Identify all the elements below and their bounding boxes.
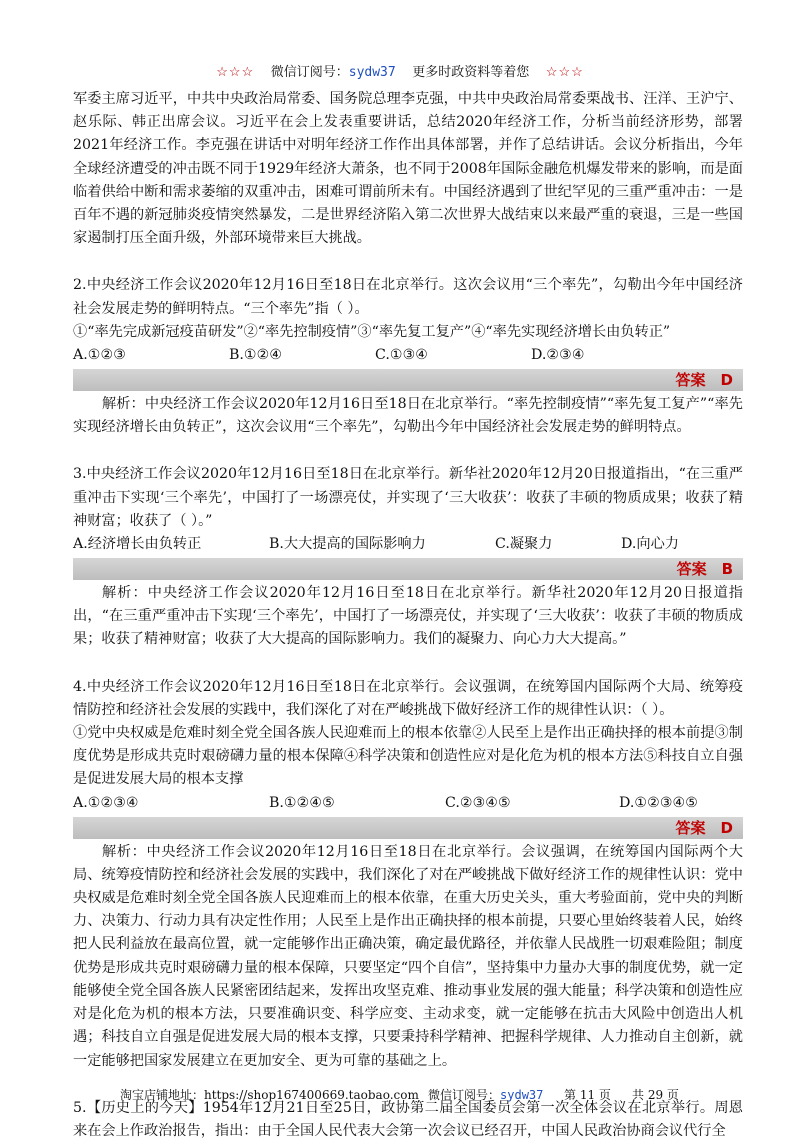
answer-label: 答案 B — [676, 560, 733, 579]
question-5 — [73, 1097, 743, 1143]
answer-bar — [73, 817, 743, 839]
question-stem: 4.中央经济工作会议2020年12月16日至18日在北京举行。会议强调，在统筹国内国际两个大局、统筹疫情防控和经济社会发展的实践中，我们深化了对在严峻挑战下做好经济工作的规律性认识：（ ）。 — [73, 678, 743, 718]
option-b: B.①②④⑤ — [269, 794, 335, 811]
page-number: 第 11 页 — [564, 1088, 611, 1102]
question-stem: 3.中央经济工作会议2020年12月16日至18日在北京举行。新华社2020年12月20日报道指出，“在三重严重冲击下实现‘三个率先’，中国打了一场漂亮仗，并实现了‘三大收获’：收获了丰硕的物质成果；收获了精神财富；收获了（ ）。” — [73, 466, 743, 529]
option-b: B.大大提高的国际影响力 — [269, 536, 426, 553]
intro-paragraph: 军委主席习近平，中共中央政治局常委、国务院总理李克强，中共中央政治局常委栗战书、汪洋、王沪宁、赵乐际、韩正出席会议。习近平在会上发表重要讲话，总结2020年经济工作，分析当前经济形势，部署2021年经济工作。李克强在讲话中对明年经济工作作出具体部署，并作了总结讲话。会议分析指出，今年全球经济遭受的冲击既不同于1929年经济大萧条，也不同于2008年国际金融危机爆发带来的影响，而是面临着供给中断和需求萎缩的双重冲击，困难可谓前所未有。中国经济遇到了世纪罕见的三重严重冲击：一是百年不遇的新冠肺炎疫情突然暴发，二是世界经济陷入第二次世界大战结束以来最严重的衰退，三是一些国家遏制打压全面升级，外部环境带来巨大挑战。 — [73, 91, 743, 247]
header-more-text: 更多时政资料等着您 — [412, 65, 530, 80]
main-content — [73, 88, 743, 1143]
stars-left: ☆☆☆ — [216, 65, 255, 80]
wechat-label: 微信订阅号： — [270, 65, 349, 80]
question-2 — [73, 274, 743, 439]
stars-right: ☆☆☆ — [545, 65, 584, 80]
option-d: D.②③④ — [531, 347, 585, 364]
answer-label: 答案 D — [675, 371, 733, 390]
analysis-paragraph: 解析：中央经济工作会议2020年12月16日至18日在北京举行。新华社2020年12月20日报道指出，“在三重严重冲击下实现‘三个率先’，中国打了一场漂亮仗，并实现了‘三大收获’：收获了丰硕的物质成果；收获了精神财富；收获了大大提高的国际影响力。我们的凝聚力、向心力大大提高。” — [73, 585, 743, 648]
analysis-paragraph: 解析：中央经济工作会议2020年12月16日至18日在北京举行。“率先控制疫情”“率先复工复产”“率先实现经济增长由负转正”，这次会议用“三个率先”，勾勒出今年中国经济社会发展走势的鲜明特点。 — [73, 396, 743, 436]
option-c: C.凝聚力 — [495, 536, 553, 553]
question-3 — [73, 463, 743, 651]
question-items: ①党中央权威是危难时刻全党全国各族人民迎难而上的根本依靠②人民至上是作出正确抉择的根本前提③制度优势是形成共克时艰磅礴力量的根本保障④科学决策和创造性应对是化危为机的根本方法⑤科技自立自强是促进发展大局的根本支撑 — [73, 725, 743, 788]
page-header — [0, 64, 800, 82]
question-stem: 2.中央经济工作会议2020年12月16日至18日在北京举行。这次会议用“三个率先”，勾勒出今年中国经济社会发展走势的鲜明特点。“三个率先”指（ ）。 — [73, 277, 743, 317]
answer-bar — [73, 558, 743, 580]
total-pages: 共 29 页 — [632, 1088, 679, 1102]
option-d: D.向心力 — [621, 536, 679, 553]
option-a: A.①②③④ — [73, 794, 139, 811]
footer-wechat-id: sydw37 — [500, 1088, 544, 1102]
option-row — [73, 344, 743, 367]
option-d: D.①②③④⑤ — [619, 794, 698, 811]
option-row — [73, 792, 743, 815]
footer-wechat — [428, 1087, 543, 1103]
option-a: A.经济增长由负转正 — [73, 536, 202, 553]
footer-wechat-label: 微信订阅号： — [428, 1088, 501, 1102]
option-row — [73, 533, 743, 556]
shop-address: 淘宝店铺地址：https://shop167400669.taobao.com — [120, 1088, 419, 1102]
option-b: B.①②④ — [229, 347, 283, 364]
option-a: A.①②③ — [73, 347, 126, 364]
analysis-paragraph: 解析：中央经济工作会议2020年12月16日至18日在北京举行。会议强调，在统筹国内国际两个大局、统筹疫情防控和经济社会发展的实践中，我们深化了对在严峻挑战下做好经济工作的规律性认识：党中央权威是危难时刻全党全国各族人民迎难而上的根本依靠，在重大历史关头，重大考验面前，党中央的判断力、决策力、行动力具有决定性作用；人民至上是作出正确抉择的根本前提，只要心里始终装着人民，始终把人民利益放在最高位置，就一定能够作出正确决策，确定最优路径，并依靠人民战胜一切艰难险阻；制度优势是形成共克时艰磅礴力量的根本保障，只要坚定“四个自信”，坚持集中力量办大事的制度优势，就一定能够使全党全国各族人民紧密团结起来，发挥出攻坚克难、推动事业发展的强大能量；科学决策和创造性应对是化危为机的根本方法，只要准确识变、科学应变、主动求变，就一定能够在抗击大风险中创造出人机遇；科技自立自强是促进发展大局的根本支撑，只要秉持科学精神、把握科学规律、人力推动自主创新，就一定能够把国家发展建立在更加安全、更为可靠的基础之上。 — [73, 843, 743, 1069]
answer-label: 答案 D — [675, 818, 733, 837]
question-4 — [73, 676, 743, 1073]
option-c: C.②③④⑤ — [445, 794, 511, 811]
wechat-id: sydw37 — [348, 65, 396, 80]
option-c: C.①③④ — [375, 347, 429, 364]
question-stem: 5.【历史上的今天】1954年12月21日至25日，政协第二届全国委员会第一次全体会议在北京举行。周恩来在会上作政治报告，指出：由于全国人民代表大会第一次会议已经召开，中国人民政治协商会议代行全 — [73, 1099, 743, 1139]
question-items: ①“率先完成新冠疫苗研发”②“率先控制疫情”③“率先复工复产”④“率先实现经济增长由负转正” — [73, 323, 671, 340]
answer-bar — [73, 369, 743, 391]
